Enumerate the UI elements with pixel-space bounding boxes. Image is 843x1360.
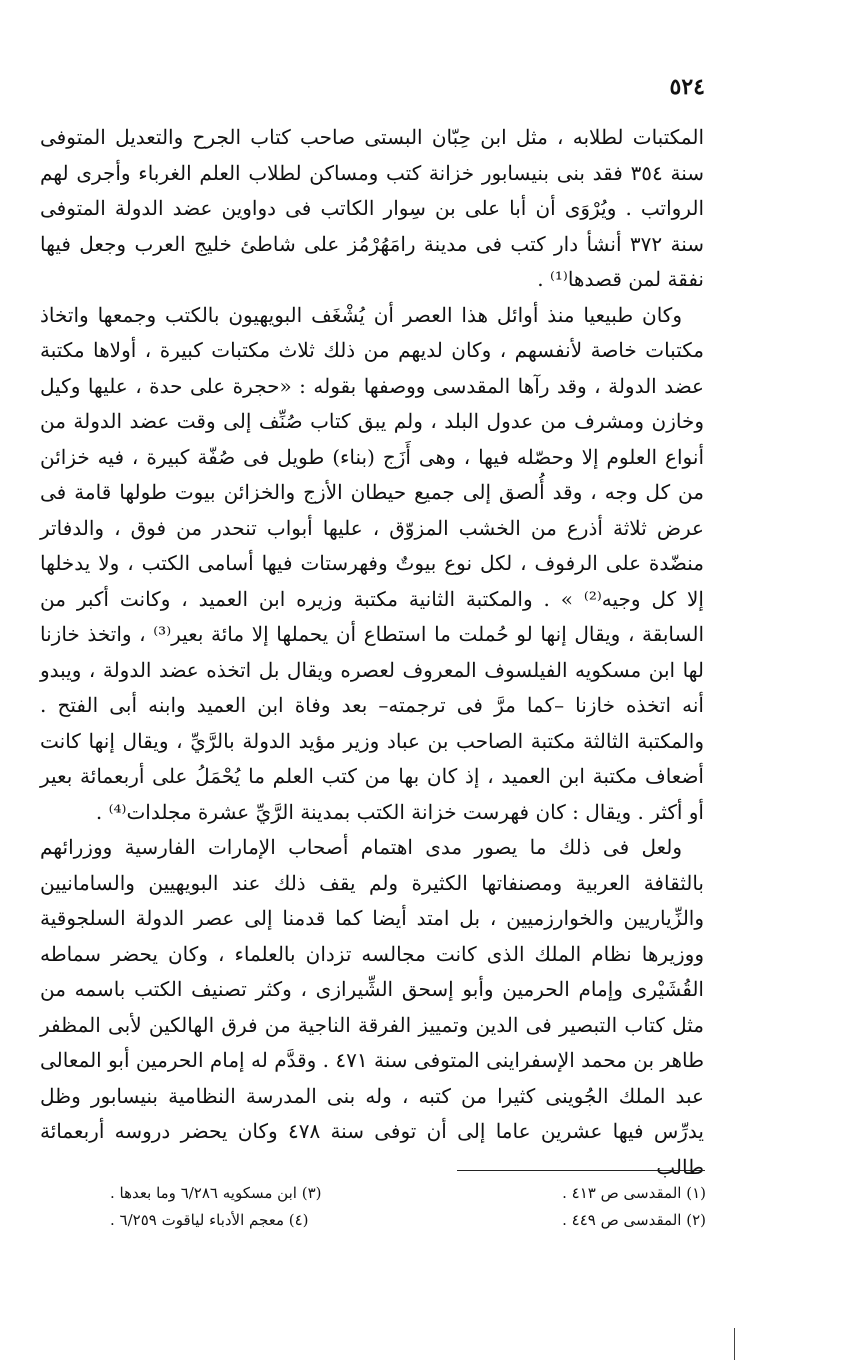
footnote-row [110,1180,706,1207]
footnotes [110,1180,706,1234]
footnote-row [110,1207,706,1234]
paragraph: المكتبات لطلابه ، مثل ابن حِبّان البستى صاحب كتاب الجرح والتعديل المتوفى سنة ٣٥٤ فقد بنى بنيسابور خزانة كتب ومساكن لطلاب العلم الغرباء وأجرى لهم الرواتب . ويُرْوَى أن أبا على بن سِوار الكاتب فى دواوين عضد الدولة المتوفى سنة ٣٧٢ أنشأ دار كتب فى مدينة رامَهُرْمُز على شاطئ خليج العرب وجعل فيها نفقة لمن قصدها⁽¹⁾ . [40,125,705,291]
footnote-3: (٣) ابن مسكويه ٦/٢٨٦ وما بعدها . [110,1184,322,1202]
main-text [40,120,704,1185]
margin-mark [734,1328,735,1360]
footnote-divider [457,1170,705,1171]
footnote-4: (٤) معجم الأدباء لياقوت ٦/٢٥٩ . [110,1211,309,1229]
paragraph: ولعل فى ذلك ما يصور مدى اهتمام أصحاب الإمارات الفارسية ووزرائهم بالثقافة العربية ومصنفاتها الكثيرة ولم يقف ذلك عند البويهيين والسامانيين والزِّياريين والخوارزميين ، بل امتد أيضا كما قدمنا إلى عصر الدولة السلجوقية ووزيرها نظام الملك الذى كانت مجالسه تزدان بالعلماء ، وكان يحضر سماطه القُشَيْرى وإمام الحرمين وأبو إسحق الشِّيرازى ، وكثر تصنيف الكتب باسمه من مثل كتاب التبصير فى الدين وتمييز الفرقة الناجية من فرق الهالكين لأبى المظفر طاهر بن محمد الإسفراينى المتوفى سنة ٤٧١ . وقدَّم له إمام الحرمين أبو المعالى عبد الملك الجُوينى كثيرا من كتبه ، وله بنى المدرسة النظامية بنيسابور وظل يدرِّس فيها عشرين عاما إلى أن توفى سنة ٤٧٨ وكان يحضر دروسه أربعمائة طالب [40,835,705,1179]
footnote-1: (١) المقدسى ص ٤١٣ . [562,1184,706,1202]
footnote-2: (٢) المقدسى ص ٤٤٩ . [562,1211,706,1229]
paragraph: وكان طبيعيا منذ أوائل هذا العصر أن يُشْغَف البويهيون بالكتب وجمعها واتخاذ مكتبات خاصة لأنفسهم ، وكان لديهم من ذلك ثلاث مكتبات كبيرة ، أولاها مكتبة عضد الدولة ، وقد رآها المقدسى ووصفها بقوله : «حجرة على حدة ، عليها وكيل وخازن ومشرف من عدول البلد ، ولم يبق كتاب صُنِّف إلى وقت عضد الدولة من أنواع العلوم إلا وحصّله فيها ، وهى أَزَج (بناء) طويل فى صُفّة كبيرة ، فيه خزائن من كل وجه ، وقد أُلصق إلى جميع حيطان الأزج والخزائن بيوت طولها قامة فى عرض ثلاثة أذرع من الخشب المزوّق ، عليها أبواب تنحدر من فوق ، والدفاتر منضّدة على الرفوف ، لكل نوع بيوتٌ وفهرستات فيها أسامى الكتب ، ولا يدخلها إلا كل وجيه⁽²⁾ » . والمكتبة الثانية مكتبة وزيره ابن العميد ، وكانت أكبر من السابقة ، ويقال إنها لو حُملت ما استطاع أن يحملها إلا مائة بعير⁽³⁾ ، واتخذ خازنا لها ابن مسكويه الفيلسوف المعروف لعصره ويقال بل اتخذه عضد الدولة ، ويبدو أنه اتخذه خازنا –كما مرَّ فى ترجمته– بعد وفاة ابن العميد وابنه أبى الفتح . والمكتبة الثالثة مكتبة الصاحب بن عباد وزير مؤيد الدولة بالرَّيِّ ، ويقال إنها كانت أضعاف مكتبة ابن العميد ، إذ كان بها من كتب العلم ما يُحْمَلُ على أربعمائة بعير أو أكثر . ويقال : كان فهرست خزانة الكتب بمدينة الرَّيِّ عشرة مجلدات⁽⁴⁾ . [40,302,704,824]
page-number: ٥٢٤ [669,74,705,100]
